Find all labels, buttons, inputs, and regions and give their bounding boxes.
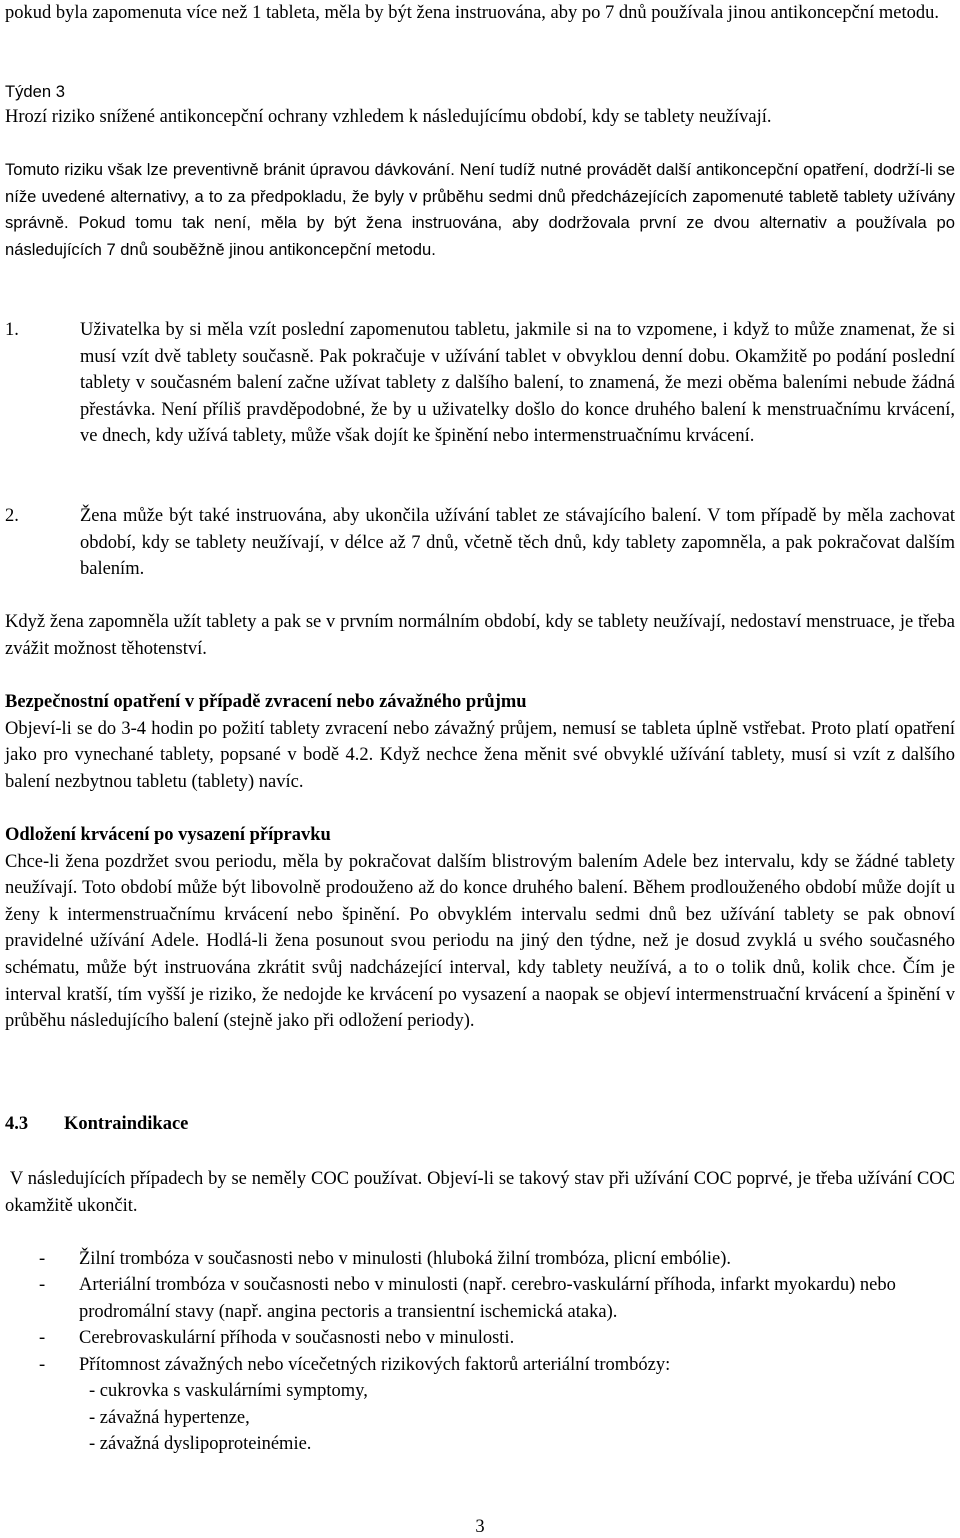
alternative-text: Žena může být také instruována, aby ukončila užívání tablet ze stávajícího balení. V tom případě by měla zachovat období, kdy se tablety neužívají, v délce až 7 dnů, včetně těch dnů, kdy tablety zapomněla, a pak pokračovat dalším balením. bbox=[80, 506, 955, 580]
week3-title: Týden 3 bbox=[5, 82, 65, 101]
alternative-text: Uživatelka by si měla vzít poslední zapomenutou tabletu, jakmile si na to vzpomene, i když to může znamenat, že si musí vzít dvě tablety současně. Pak pokračuje v užívání tablet v obvyklou denní dobu. Okamžitě po podání poslední tablety v současném balení začne užívat tablety z dalšího balení, to znamená, že mezi oběma baleními nebude žádná přestávka. Není příliš pravděpodobné, že by u uživatelky došlo do konce druhého balení k menstruačnímu krvácení, ve dnech, kdy užívá tablety, může však dojít ke špinění nebo intermenstruačnímu krvácení. bbox=[80, 320, 955, 447]
bullet-dash: - bbox=[39, 1328, 46, 1348]
week3-section bbox=[5, 79, 955, 106]
contraindication-item bbox=[5, 1352, 955, 1379]
page-number: 3 bbox=[475, 1517, 485, 1537]
contraindication-text: Přítomnost závažných nebo vícečetných rizikových faktorů arteriální trombózy: bbox=[79, 1355, 671, 1375]
contraindication-item bbox=[5, 1246, 955, 1273]
contraindications-intro-text: V následujících případech by se neměly COC používat. Objeví-li se takový stav při užívání COC poprvé, je třeba užívání COC okamžitě ukončit. bbox=[5, 1169, 960, 1216]
alternative-item bbox=[5, 503, 955, 583]
vomiting-heading: Bezpečnostní opatření v případě zvracení nebo závažného průjmu bbox=[5, 692, 527, 712]
bullet-dash: - bbox=[39, 1355, 46, 1375]
contraindication-item bbox=[5, 1272, 955, 1325]
delay-heading: Odložení krvácení po vysazení přípravku bbox=[5, 825, 331, 845]
contraindication-text: Žilní trombóza v současnosti nebo v minulosti (hluboká žilní trombóza, plicní embólie). bbox=[79, 1249, 732, 1269]
bullet-dash: - bbox=[39, 1275, 46, 1295]
vomiting-section bbox=[5, 689, 955, 795]
intro-text: pokud byla zapomenuta více než 1 tableta, měla by být žena instruována, aby po 7 dnů používala jinou antikoncepční metodu. bbox=[5, 3, 939, 23]
risk-factor-item: - závažná dyslipoproteinémie. bbox=[89, 1434, 312, 1455]
alternative-number: 1. bbox=[5, 320, 19, 340]
risk-factor-item: - závažná hypertenze, bbox=[89, 1407, 250, 1428]
vomiting-text: Objeví-li se do 3-4 hodin po požití tablety zvracení nebo závažný průjem, nemusí se tableta úplně vstřebat. Proto platí opatření jako pro vynechané tablety, popsané v bodě 4.2. Když nechce žena měnit své obvyklé užívání tablety, musí si vzít z dalšího balení nezbytnou tabletu (tablety) navíc. bbox=[5, 718, 955, 792]
contraindications-intro bbox=[5, 1166, 960, 1219]
week3-paragraph-1 bbox=[5, 104, 955, 131]
delay-text: Chce-li žena pozdržet svou periodu, měla by pokračovat dalším blistrovým balením Adele bez intervalu, kdy se žádné tablety neužívají. Toto období může být libovolně prodouženo až do konce druhého balení. Během prodlouženého období může dojít u ženy k intermenstruačnímu krvácení nebo špinění. Po obvyklém intervalu sedmi dnů bez užívání tablety se pak obnoví pravidelné užívání Adele. Hodlá-li žena posunout svou periodu na jiný den týdne, než je dosud zvyklá u svého současného schématu, může být instruována zkrátit svůj nadcházející interval, kdy tablety neužívá, a to o tolik dnů, kolik chce. Čím je interval kratší, tím vyšší je riziko, že nedojde ke krvácení po vysazení a naopak se objeví intermenstruační krvácení a špinění v průběhu následujícího balení (stejně jako při odložení periody). bbox=[5, 851, 955, 1032]
week3-text-2: Tomuto riziku však lze preventivně bránit úpravou dávkování. Není tudíž nutné provádět další antikoncepční opatření, dodrží-li se níže uvedené alternativy, a to za předpokladu, že byly v průběhu sedmi dnů předcházejících zapomenuté tabletě tablety užívány správně. Pokud tomu tak není, měla by být žena instruována, aby dodržovala první ze dvou alternativ a používala po následujících 7 dnů souběžně jinou antikoncepční metodu. bbox=[5, 160, 955, 259]
bullet-dash: - bbox=[39, 1249, 46, 1269]
week3-text-1: Hrozí riziko snížené antikoncepční ochrany vzhledem k následujícímu období, kdy se tablety neužívají. bbox=[5, 107, 772, 127]
risk-factor-sublist bbox=[5, 1378, 955, 1458]
alternative-item bbox=[5, 317, 955, 450]
section-number: 4.3 bbox=[5, 1114, 29, 1134]
section-heading bbox=[5, 1114, 188, 1135]
missed-period-text: Když žena zapomněla užít tablety a pak se v prvním normálním období, kdy se tablety neužívají, nedostaví menstruace, je třeba zvážit možnost těhotenství. bbox=[5, 612, 955, 659]
week3-paragraph-2 bbox=[5, 157, 955, 263]
missed-period-paragraph bbox=[5, 609, 955, 662]
contraindication-text: Cerebrovaskulární příhoda v současnosti nebo v minulosti. bbox=[79, 1328, 515, 1348]
contraindication-text: Arteriální trombóza v současnosti nebo v minulosti (např. cerebro-vaskulární příhoda, infarkt myokardu) nebo prodromální stavy (např. angina pectoris a transientní ischemická ataka). bbox=[79, 1275, 896, 1322]
intro-paragraph bbox=[5, 0, 955, 27]
risk-factor-item: - cukrovka s vaskulárními symptomy, bbox=[89, 1381, 368, 1401]
contraindication-item bbox=[5, 1325, 955, 1352]
section-title: Kontraindikace bbox=[64, 1114, 189, 1134]
alternative-number: 2. bbox=[5, 506, 19, 526]
delay-section bbox=[5, 822, 955, 1035]
